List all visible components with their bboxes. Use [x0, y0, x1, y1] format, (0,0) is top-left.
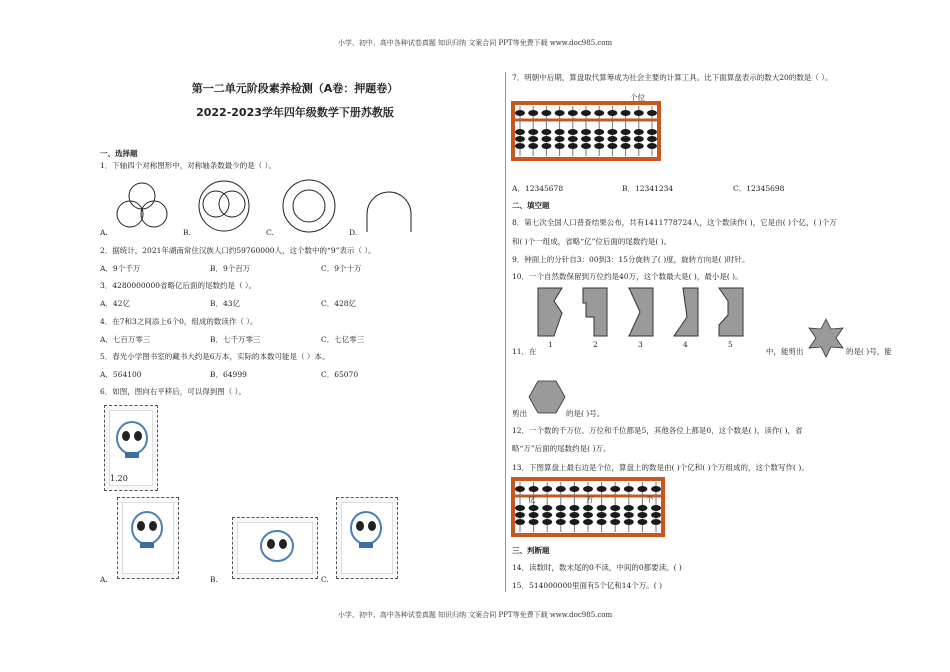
q4-option-a: A．七百万零三 — [100, 335, 151, 344]
abacus-label-yi: 亿 — [528, 495, 536, 504]
question-6: 6．如图，图向右平移后，可以得到图（ ）。 — [100, 387, 246, 396]
abacus-bead — [621, 136, 631, 142]
abacus-bead — [647, 143, 657, 149]
abacus-bead — [607, 143, 617, 149]
abacus-bead — [542, 519, 552, 525]
q6-original-stamp — [104, 405, 158, 491]
question-11-end: 的是( )号，能 — [846, 347, 892, 356]
exam-title: 第一二单元阶段素养检测（A卷：押题卷） — [191, 82, 399, 95]
abacus-bead — [610, 505, 620, 511]
panda-icon — [259, 528, 295, 564]
abacus-bead — [515, 136, 525, 142]
question-8-line2: 和( )个一组成，省略“亿”位后面的尾数约是( )。 — [512, 237, 672, 246]
abacus-bead — [637, 486, 647, 492]
question-3: 3．4280000000省略亿后面的尾数约是（ ）。 — [100, 281, 257, 290]
q6-option-a: A. — [100, 575, 108, 584]
abacus-bead — [621, 110, 631, 116]
abacus-bead — [528, 136, 538, 142]
question-7: 7．明朝中后期，算盘取代算筹成为社会主要的计算工具。比下面算盘表示的数大20的数是（ ）。 — [512, 73, 833, 82]
abacus-bead — [529, 512, 539, 518]
abacus-bead — [634, 110, 644, 116]
abacus-bead — [555, 143, 565, 149]
hexagon-shape-icon — [528, 380, 566, 414]
q11-label-1: 1 — [548, 340, 553, 349]
abacus-bead — [515, 129, 525, 135]
q5-option-a: A．564100 — [100, 370, 142, 379]
abacus-bead — [555, 129, 565, 135]
panda-icon — [349, 510, 383, 550]
abacus-bead — [610, 519, 620, 525]
abacus-bead — [594, 129, 604, 135]
q1-figure-d — [364, 192, 414, 234]
abacus-bead — [621, 143, 631, 149]
abacus-bead — [555, 110, 565, 116]
abacus-bead — [528, 110, 538, 116]
abacus-bead — [515, 143, 525, 149]
q6-option-c: C. — [321, 575, 329, 584]
q5-option-c: C．65070 — [321, 370, 359, 379]
abacus-bead — [607, 136, 617, 142]
abacus-bead — [528, 129, 538, 135]
question-8-line1: 8．第七次全国人口普查结果公布，共有1411778724人，这个数读作( )，它是由( )个亿，( )个万 — [512, 218, 837, 227]
question-12-line2: 略“万”后面的尾数约是( )万。 — [512, 444, 611, 453]
abacus-bead — [637, 519, 647, 525]
question-11-cont-end: 的是( )号。 — [566, 409, 605, 418]
abacus-bead — [597, 519, 607, 525]
q11-label-5: 5 — [728, 340, 733, 349]
question-15: 15．514000000里面有5个亿和14个万。( ) — [512, 581, 663, 590]
abacus-bead — [556, 519, 566, 525]
abacus-bead — [637, 505, 647, 511]
q3-option-b: B．43亿 — [210, 299, 241, 308]
abacus-bead — [597, 512, 607, 518]
q1-figure-a — [112, 180, 172, 232]
column-divider — [505, 72, 506, 592]
abacus-bead — [541, 136, 551, 142]
abacus-bead — [624, 486, 634, 492]
abacus-bead — [515, 110, 525, 116]
abacus-bead — [634, 136, 644, 142]
page-footer: 小学、初中、高中各种试卷真题 知识归纳 文案合同 PPT等免费下载 www.doc985.com — [337, 611, 613, 619]
question-11-start: 11．在 — [512, 347, 537, 356]
page-header: 小学、初中、高中各种试卷真题 知识归纳 文案合同 PPT等免费下载 www.doc985.com — [337, 39, 613, 47]
abacus-bead — [647, 129, 657, 135]
abacus-bead — [541, 110, 551, 116]
abacus-bead — [597, 486, 607, 492]
q7-option-a: A．12345678 — [512, 184, 564, 193]
q5-option-b: B．64999 — [210, 370, 247, 379]
q1-option-b: B. — [183, 228, 191, 237]
abacus-bead — [568, 136, 578, 142]
q11-shape-2 — [582, 287, 608, 337]
abacus-bead — [529, 505, 539, 511]
abacus-bead — [529, 486, 539, 492]
q7-option-c: C．12345698 — [733, 184, 785, 193]
abacus-bead — [634, 143, 644, 149]
abacus-bead — [651, 512, 661, 518]
abacus-bead — [542, 505, 552, 511]
abacus-bead — [541, 143, 551, 149]
abacus-bead — [569, 505, 579, 511]
abacus-bead — [556, 486, 566, 492]
abacus-bead — [634, 129, 644, 135]
abacus-bead — [556, 505, 566, 511]
abacus-bead — [594, 110, 604, 116]
abacus-bead — [583, 505, 593, 511]
abacus-q7 — [512, 102, 660, 160]
abacus-bead — [568, 129, 578, 135]
q1-option-d: D. — [349, 228, 358, 237]
q11-shape-5 — [718, 287, 744, 337]
abacus-ones-label: 个位 — [630, 93, 645, 102]
abacus-bead — [651, 486, 661, 492]
exam-subtitle: 2022-2023学年四年级数学下册苏教版 — [196, 106, 394, 119]
abacus-bead — [607, 110, 617, 116]
abacus-bead — [621, 129, 631, 135]
q2-option-a: A．9个千万 — [100, 264, 141, 273]
q2-option-b: B．9个百万 — [210, 264, 251, 273]
question-11-mid: 中，能剪出 — [766, 347, 804, 356]
question-14: 14．读数时，数末尾的0不读，中间的0都要读。( ) — [512, 563, 682, 572]
abacus-bead — [568, 143, 578, 149]
abacus-bead — [569, 512, 579, 518]
q6-stamp-a — [117, 497, 179, 579]
panda-icon — [130, 510, 164, 550]
abacus-bead — [610, 486, 620, 492]
abacus-bead — [624, 505, 634, 511]
q6-stamp-b — [232, 517, 318, 579]
abacus-label-wan: 万 — [586, 495, 594, 504]
question-13: 13．下图算盘上最右边是个位，算盘上的数是由( )个亿和( )个万组成的，这个数写作( )。 — [512, 463, 809, 472]
abacus-bead — [542, 512, 552, 518]
star-shape-icon — [806, 318, 846, 358]
panda-icon — [115, 420, 149, 460]
q1-figure-c — [281, 178, 337, 234]
abacus-bead — [647, 110, 657, 116]
q6-stamp-c — [336, 497, 398, 579]
q11-shape-1 — [537, 287, 563, 337]
abacus-bead — [515, 512, 525, 518]
abacus-bead — [515, 519, 525, 525]
abacus-bead — [594, 136, 604, 142]
q2-option-c: C．9个十万 — [321, 264, 362, 273]
abacus-bead — [581, 110, 591, 116]
abacus-bead — [529, 519, 539, 525]
q3-option-a: A．42亿 — [100, 299, 130, 308]
question-1: 1．下轴四个对称图形中，对称轴条数最少的是（ ）。 — [100, 161, 276, 170]
stamp-value: 1.20 — [110, 474, 128, 483]
abacus-bead — [515, 505, 525, 511]
q4-option-c: C．七亿零三 — [321, 335, 365, 344]
question-11-cont: 剪出 — [512, 409, 527, 418]
abacus-bead — [528, 143, 538, 149]
question-12-line1: 12．一个数的千万位、万位和千位都是5，其他各位上都是0，这个数是( )，读作( )，省 — [512, 426, 803, 435]
abacus-bead — [637, 512, 647, 518]
abacus-bead — [651, 505, 661, 511]
q4-option-b: B．七千万零三 — [210, 335, 261, 344]
abacus-bead — [515, 486, 525, 492]
question-2: 2．据统计，2021年湖南常住汉族人口约59760000人，这个数中的“9”表示（ ）。 — [100, 246, 376, 255]
section-fill: 二、填空题 — [512, 201, 550, 210]
abacus-bead — [583, 486, 593, 492]
abacus-label-ge: 个 — [646, 495, 654, 504]
section-choice: 一、选择题 — [100, 149, 138, 158]
abacus-bead — [541, 129, 551, 135]
q11-shape-4 — [673, 287, 699, 337]
question-5: 5．春光小学图书室的藏书大约是6万本，实际的本数可能是（ ）本。 — [100, 352, 330, 361]
abacus-bead — [581, 129, 591, 135]
q1-figure-b — [196, 180, 252, 232]
section-judge: 三、判断题 — [512, 546, 550, 555]
abacus-q13 — [512, 478, 664, 536]
abacus-bead — [594, 143, 604, 149]
abacus-bead — [610, 512, 620, 518]
abacus-bead — [597, 505, 607, 511]
abacus-bead — [568, 110, 578, 116]
abacus-bead — [581, 136, 591, 142]
q3-option-c: C．428亿 — [321, 299, 357, 308]
abacus-bead — [556, 512, 566, 518]
abacus-bead — [569, 519, 579, 525]
abacus-bead — [581, 143, 591, 149]
abacus-bead — [583, 519, 593, 525]
abacus-bead — [555, 136, 565, 142]
abacus-bead — [624, 519, 634, 525]
abacus-bead — [624, 512, 634, 518]
q11-label-3: 3 — [638, 340, 643, 349]
abacus-bead — [583, 512, 593, 518]
question-10: 10．一个自然数保留到万位约是40万，这个数最大是( )，最小是( )。 — [512, 272, 743, 281]
question-9: 9．钟面上的分针自3：00到3：15分旋转了( )度，旋转方向是( )时针。 — [512, 255, 750, 264]
question-4: 4．在7和3之间添上6个0，组成的数读作（ ）。 — [100, 317, 258, 326]
abacus-bead — [607, 129, 617, 135]
q11-label-2: 2 — [593, 340, 598, 349]
q11-shape-3 — [628, 287, 654, 337]
q6-option-b: B. — [210, 575, 218, 584]
q1-option-c: C. — [266, 228, 274, 237]
q1-option-a: A. — [100, 228, 108, 237]
abacus-bead — [647, 136, 657, 142]
abacus-bead — [651, 519, 661, 525]
q7-option-b: B．12341234 — [622, 184, 674, 193]
q11-label-4: 4 — [683, 340, 688, 349]
abacus-bead — [569, 486, 579, 492]
abacus-bead — [542, 486, 552, 492]
